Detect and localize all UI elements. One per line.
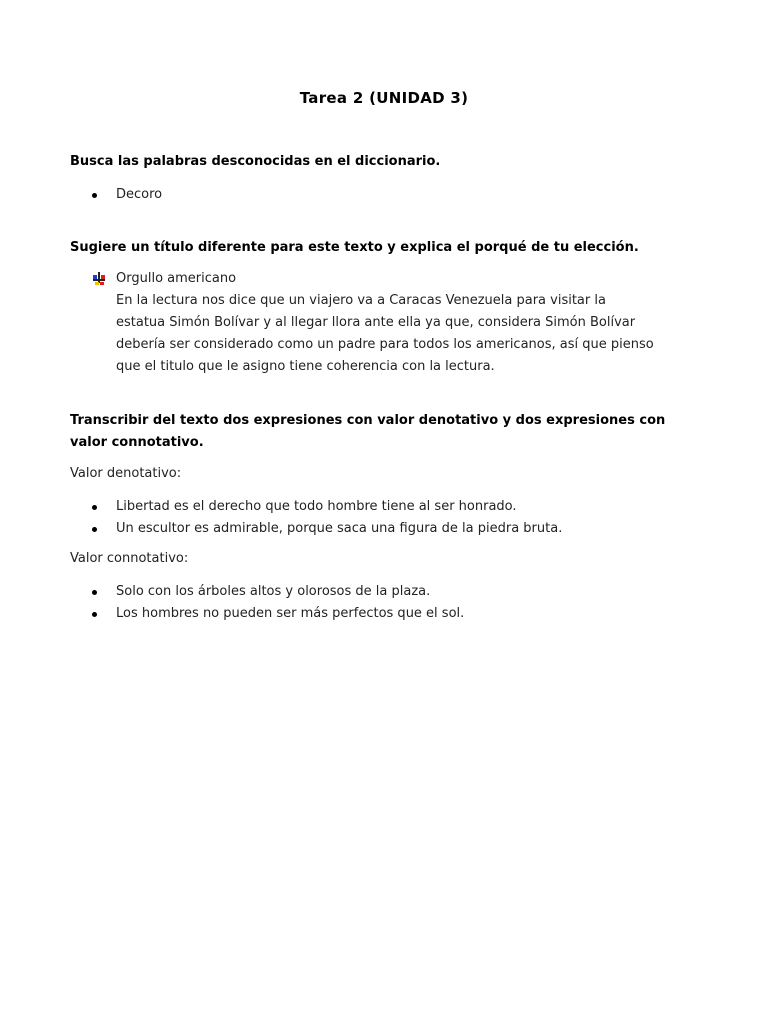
list-item <box>0 603 464 625</box>
bullet-dot-icon <box>92 590 97 595</box>
list-item <box>0 184 162 206</box>
bullet-dot-icon <box>92 612 97 617</box>
list-item-text: Decoro <box>116 187 163 202</box>
section1-heading: Busca las palabras desconocidas en el diccionario. <box>70 154 441 169</box>
section3-heading <box>70 410 710 454</box>
answer-line: que el titulo que le asigno tiene coherencia con la lectura. <box>116 359 495 374</box>
denotative-label: Valor denotativo: <box>70 466 182 481</box>
bullet-dot-icon <box>92 527 97 532</box>
connotative-label: Valor connotativo: <box>70 551 189 566</box>
bullet-dot-icon <box>92 505 97 510</box>
section3-heading-line: Transcribir del texto dos expresiones con valor denotativo y dos expresiones con <box>70 413 666 428</box>
answer-line: debería ser considerado como un padre para todos los americanos, así que pienso <box>116 337 654 352</box>
answer-line: En la lectura nos dice que un viajero va a Caracas Venezuela para visitar la <box>116 293 606 308</box>
colored-cross-bullet-icon <box>92 272 106 286</box>
list-item <box>0 518 562 540</box>
list-item-text: Solo con los árboles altos y olorosos de la plaza. <box>116 584 431 599</box>
answer-block <box>92 268 702 378</box>
bullet-dot-icon <box>92 193 97 198</box>
document-title: Tarea 2 (UNIDAD 3) <box>299 89 469 107</box>
section2-heading: Sugiere un título diferente para este texto y explica el porqué de tu elección. <box>70 240 639 255</box>
answer-line: estatua Simón Bolívar y al llegar llora ante ella ya que, considera Simón Bolívar <box>116 315 636 330</box>
list-item-text: Libertad es el derecho que todo hombre tiene al ser honrado. <box>116 499 517 514</box>
list-item-text: Los hombres no pueden ser más perfectos que el sol. <box>116 606 465 621</box>
list-item-text: Un escultor es admirable, porque saca una figura de la piedra bruta. <box>116 521 563 536</box>
list-item <box>0 496 562 518</box>
list-item <box>0 581 464 603</box>
answer-title: Orgullo americano <box>116 271 237 286</box>
denotative-list <box>0 496 562 540</box>
connotative-list <box>0 581 464 625</box>
section3-heading-line: valor connotativo. <box>70 435 204 450</box>
section1-list <box>0 184 162 206</box>
